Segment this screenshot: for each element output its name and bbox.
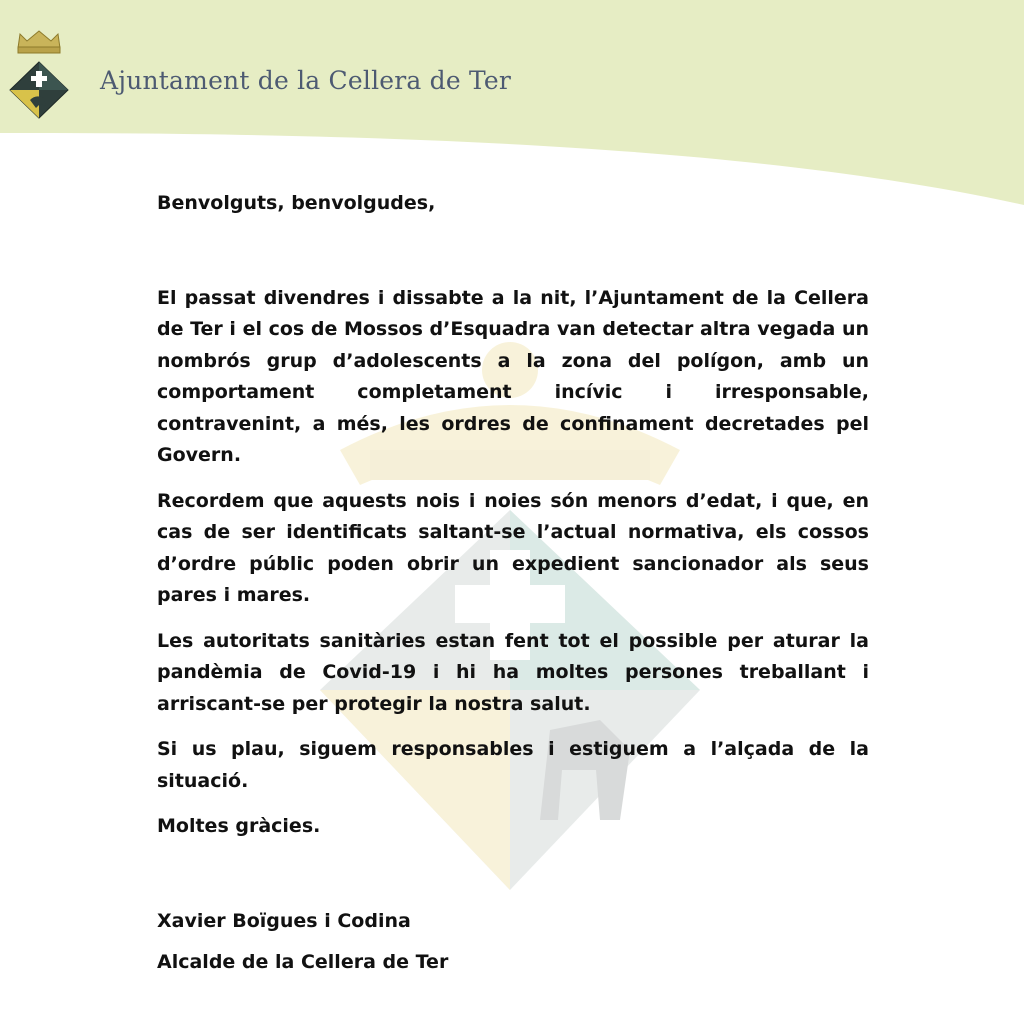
paragraph-request: Si us plau, siguem responsables i estiguem a l’alçada de la situació. <box>157 738 869 792</box>
municipality-title: Ajuntament de la Cellera de Ter <box>100 66 512 95</box>
closing: Moltes gràcies. <box>157 815 321 837</box>
greeting: Benvolguts, benvolgudes, <box>157 192 436 214</box>
letter-body <box>157 188 869 979</box>
signature-title: Alcalde de la Cellera de Ter <box>157 951 449 973</box>
paragraph-incident: El passat divendres i dissabte a la nit, l’Ajuntament de la Cellera de Ter i el cos de Mossos d’Esquadra van detectar altra vegada un nombrós grup d’adolescents a la zona del polígon, amb un comportament completament incívic i irresponsable, contravenint, a més, les ordres de confinament decretades pel Govern. <box>157 286 869 466</box>
signature-name: Xavier Boïgues i Codina <box>157 909 411 932</box>
paragraph-minors: Recordem que aquests nois i noies són menors d’edat, i que, en cas de ser identificats saltant-se l’actual normativa, els cossos d’ordre públic poden obrir un expedient sancionador als seus pares i mares. <box>157 489 869 606</box>
paragraph-health-authorities: Les autoritats sanitàries estan fent tot el possible per aturar la pandèmia de Covid-19 i hi ha moltes persones treballant i arriscant-se per protegir la nostra salut. <box>157 629 869 715</box>
coat-of-arms-logo <box>6 28 72 120</box>
